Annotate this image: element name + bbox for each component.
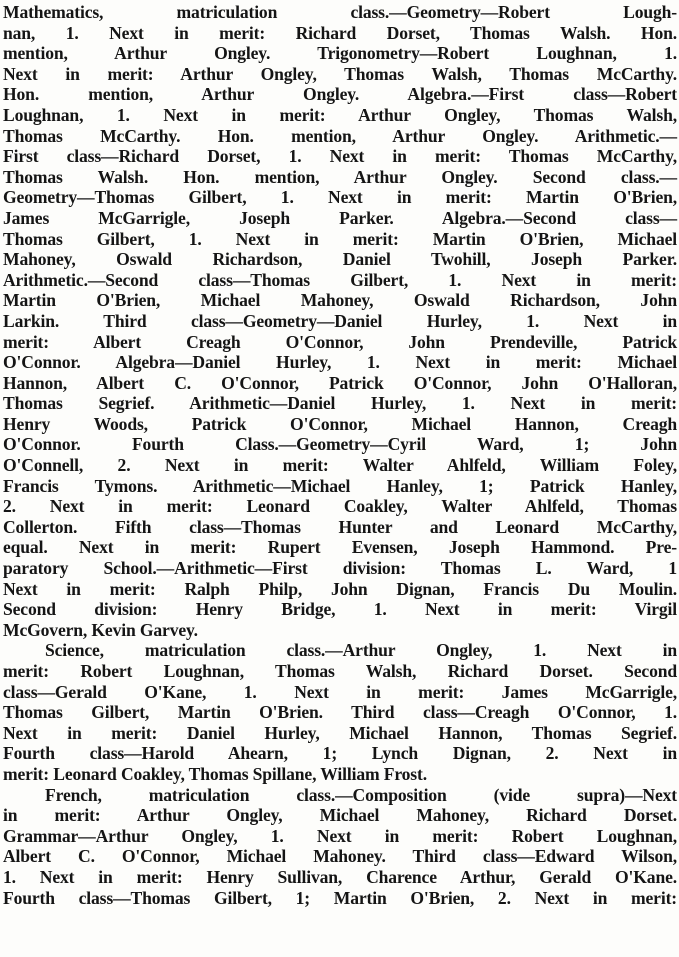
text-line: Loughnan, 1. Next in merit: Arthur Ongley, Thomas Walsh, (3, 104, 677, 125)
text-line: 1. Next in merit: Henry Sullivan, Charence Arthur, Gerald O'Kane. (3, 866, 677, 887)
text-line: Martin O'Brien, Michael Mahoney, Oswald Richardson, John (3, 290, 677, 311)
text-line: Grammar—Arthur Ongley, 1. Next in merit: Robert Loughnan, (3, 825, 677, 846)
text-line: Henry Woods, Patrick O'Connor, Michael Hannon, Creagh (3, 413, 677, 434)
text-line: merit: Leonard Coakley, Thomas Spillane, William Frost. (3, 763, 427, 784)
text-line: French, matriculation class.—Composition (vide supra)—Next (45, 784, 677, 805)
text-line: mention, Arthur Ongley. Trigonometry—Robert Loughnan, 1. (3, 43, 677, 64)
text-line: equal. Next in merit: Rupert Evensen, Joseph Hammond. Pre- (3, 537, 677, 558)
text-line: Hannon, Albert C. O'Connor, Patrick O'Connor, John O'Halloran, (3, 372, 677, 393)
text-line: Geometry—Thomas Gilbert, 1. Next in merit: Martin O'Brien, (3, 187, 677, 208)
text-line: Thomas Walsh. Hon. mention, Arthur Ongley. Second class.— (3, 166, 677, 187)
text-line: O'Connor. Fourth Class.—Geometry—Cyril Ward, 1; John (3, 434, 677, 455)
text-line: in merit: Arthur Ongley, Michael Mahoney, Richard Dorset. (3, 805, 677, 826)
text-line: Thomas Segrief. Arithmetic—Daniel Hurley, 1. Next in merit: (3, 393, 677, 414)
text-line: Thomas Gilbert, Martin O'Brien. Third class—Creagh O'Connor, 1. (3, 702, 677, 723)
article-paragraph (3, 640, 677, 784)
text-line: Next in merit: Arthur Ongley, Thomas Walsh, Thomas McCarthy. (3, 63, 677, 84)
article-paragraph (3, 785, 677, 909)
text-line: Thomas Gilbert, 1. Next in merit: Martin O'Brien, Michael (3, 228, 677, 249)
text-line: Hon. mention, Arthur Ongley. Algebra.—First class—Robert (3, 84, 677, 105)
text-line: Science, matriculation class.—Arthur Ongley, 1. Next in (45, 640, 677, 661)
text-line: Arithmetic.—Second class—Thomas Gilbert, 1. Next in merit: (3, 269, 677, 290)
text-line: Thomas McCarthy. Hon. mention, Arthur Ongley. Arithmetic.— (3, 125, 677, 146)
text-line: Second division: Henry Bridge, 1. Next in merit: Virgil (3, 599, 677, 620)
text-line: class—Gerald O'Kane, 1. Next in merit: James McGarrigle, (3, 681, 677, 702)
text-line: Next in merit: Ralph Philp, John Dignan, Francis Du Moulin. (3, 578, 677, 599)
text-line: Larkin. Third class—Geometry—Daniel Hurley, 1. Next in (3, 310, 677, 331)
text-line: Mathematics, matriculation class.—Geometry—Robert Lough- (3, 2, 677, 22)
article-paragraph (3, 2, 677, 640)
text-line: First class—Richard Dorset, 1. Next in merit: Thomas McCarthy, (3, 146, 677, 167)
text-line: merit: Robert Loughnan, Thomas Walsh, Richard Dorset. Second (3, 661, 677, 681)
text-line: merit: Albert Creagh O'Connor, John Prendeville, Patrick (3, 331, 677, 352)
text-line: Fourth class—Thomas Gilbert, 1; Martin O'Brien, 2. Next in merit: (3, 887, 677, 908)
text-line: Francis Tymons. Arithmetic—Michael Hanley, 1; Patrick Hanley, (3, 475, 677, 496)
text-line: James McGarrigle, Joseph Parker. Algebra.—Second class— (3, 207, 677, 228)
text-line: Albert C. O'Connor, Michael Mahoney. Third class—Edward Wilson, (3, 846, 677, 867)
text-line: Fourth class—Harold Ahearn, 1; Lynch Dignan, 2. Next in (3, 743, 677, 764)
text-line: O'Connell, 2. Next in merit: Walter Ahlfeld, William Foley, (3, 455, 677, 476)
text-line: Next in merit: Daniel Hurley, Michael Hannon, Thomas Segrief. (3, 722, 677, 743)
text-line: Collerton. Fifth class—Thomas Hunter and Leonard McCarthy, (3, 516, 677, 537)
article-column (3, 2, 677, 908)
text-line: nan, 1. Next in merit: Richard Dorset, Thomas Walsh. Hon. (3, 22, 677, 43)
text-line: McGovern, Kevin Garvey. (3, 619, 198, 640)
text-line: paratory School.—Arithmetic—First division: Thomas L. Ward, 1 (3, 558, 677, 579)
text-line: 2. Next in merit: Leonard Coakley, Walter Ahlfeld, Thomas (3, 496, 677, 517)
text-line: Mahoney, Oswald Richardson, Daniel Twohill, Joseph Parker. (3, 249, 677, 270)
text-line: O'Connor. Algebra—Daniel Hurley, 1. Next in merit: Michael (3, 352, 677, 373)
